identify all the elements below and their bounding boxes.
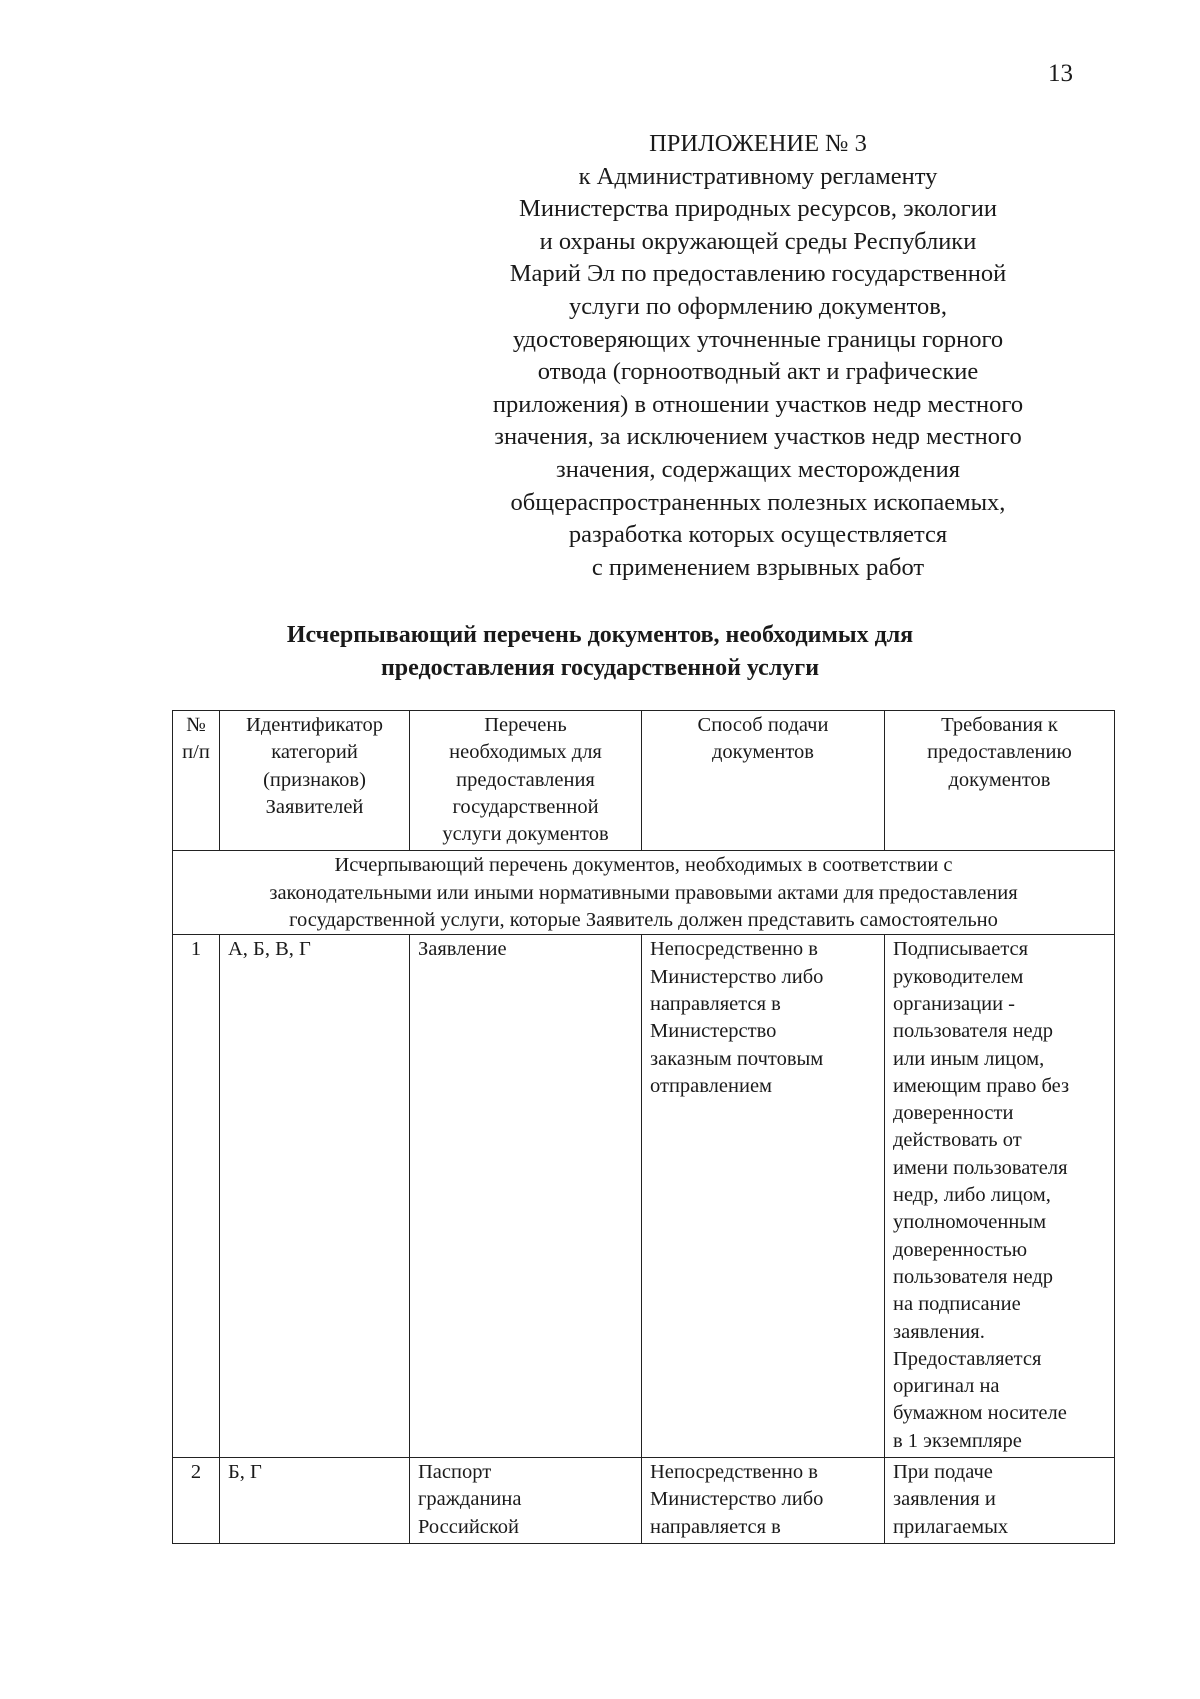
cell-line: №: [186, 714, 206, 736]
row-category-text: [228, 936, 401, 963]
appendix-heading: [468, 128, 1048, 584]
cell-line: пользователя недр: [893, 1020, 1054, 1043]
header-method-text: [650, 712, 876, 767]
appendix-line: удостоверяющих уточненные границы горного: [512, 325, 1004, 353]
cell-line: п/п: [182, 741, 210, 764]
table-header-row: [173, 711, 1115, 851]
cell-line: действовать от: [893, 1129, 1022, 1152]
row-method: [642, 935, 885, 1458]
appendix-line: отвода (горноотводный акт и графические: [537, 358, 979, 386]
cell-line: имени пользователя: [893, 1156, 1068, 1179]
row-document: [410, 1458, 642, 1544]
cell-line: оригинал на: [893, 1375, 1000, 1398]
cell-line: прилагаемых: [893, 1515, 1009, 1538]
row-method: [642, 1458, 885, 1544]
row-category: [220, 1458, 410, 1544]
row-document-text: [418, 1459, 633, 1541]
cell-line: Министерство: [650, 1020, 777, 1043]
cell-line: предоставлению: [927, 741, 1072, 764]
cell-line: в 1 экземпляре: [893, 1429, 1022, 1452]
appendix-line: и охраны окружающей среды Республики: [539, 227, 977, 255]
row-requirements-text: [893, 1459, 1106, 1541]
appendix-line: Марий Эл по предоставлению государственной: [509, 260, 1007, 288]
header-requirements: [885, 711, 1115, 851]
cell-line: Российской: [418, 1515, 520, 1538]
cell-line: Исчерпывающий перечень документов, необходимых в соответствии с: [334, 854, 953, 877]
section-heading-cell: [173, 851, 1115, 935]
cell-line: пользователя недр: [893, 1265, 1054, 1288]
cell-line: уполномоченным: [893, 1211, 1047, 1234]
cell-line: гражданина: [418, 1488, 522, 1511]
cell-line: Перечень: [484, 714, 567, 736]
row-number: 1: [173, 935, 220, 1458]
cell-line: Предоставляется: [893, 1347, 1042, 1370]
table-row: [173, 1458, 1115, 1544]
header-category: [220, 711, 410, 851]
row-requirements: [885, 935, 1115, 1458]
cell-line: Заявление: [418, 938, 507, 961]
cell-line: (признаков): [263, 768, 366, 791]
row-document: [410, 935, 642, 1458]
section-heading-text: [179, 852, 1108, 934]
cell-line: Способ подачи: [697, 714, 829, 736]
cell-line: Министерство либо: [650, 965, 824, 988]
documents-table: [172, 710, 1115, 1544]
row-method-text: [650, 1459, 876, 1541]
row-category: [220, 935, 410, 1458]
row-requirements-text: [893, 936, 1106, 1455]
header-number-text: [175, 712, 217, 767]
cell-line: Заявителей: [265, 795, 364, 818]
cell-line: Непосредственно в: [650, 1461, 818, 1484]
cell-line: категорий: [271, 741, 358, 764]
appendix-line: к Административному регламенту: [578, 162, 938, 190]
cell-line: направляется в: [650, 1515, 781, 1538]
header-number: [173, 711, 220, 851]
cell-line: услуги документов: [442, 823, 609, 846]
header-method: [642, 711, 885, 851]
cell-line: заявления и: [893, 1488, 996, 1511]
appendix-line: услуги по оформлению документов,: [569, 292, 947, 320]
row-number: 2: [173, 1458, 220, 1544]
cell-line: Требования к: [941, 714, 1058, 736]
appendix-line: приложения) в отношении участков недр местного: [492, 390, 1024, 418]
cell-line: доверенности: [893, 1102, 1014, 1125]
cell-line: государственной: [452, 795, 599, 818]
appendix-line: с применением взрывных работ: [591, 553, 925, 581]
appendix-line: значения, за исключением участков недр местного: [494, 423, 1022, 451]
document-title-line: Исчерпывающий перечень документов, необходимых для: [286, 622, 914, 648]
cell-line: При подаче: [893, 1461, 993, 1484]
cell-line: необходимых для: [449, 741, 602, 764]
cell-line: документов: [712, 741, 814, 764]
cell-line: отправлением: [650, 1074, 773, 1097]
cell-line: заказным почтовым: [650, 1047, 824, 1070]
row-category-text: [228, 1459, 401, 1486]
appendix-line: значения, содержащих месторождения: [556, 455, 960, 483]
cell-line: направляется в: [650, 992, 781, 1015]
document-title: [180, 619, 1020, 685]
header-documents: [410, 711, 642, 851]
cell-line: Б, Г: [228, 1461, 262, 1484]
section-heading-row: [173, 851, 1115, 935]
row-requirements: [885, 1458, 1115, 1544]
appendix-line: ПРИЛОЖЕНИЕ № 3: [649, 130, 867, 157]
cell-line: Паспорт: [418, 1461, 492, 1484]
appendix-line: общераспространенных полезных ископаемых,: [510, 488, 1006, 516]
header-requirements-text: [893, 712, 1106, 794]
cell-line: государственной услуги, которые Заявитель должен представить самостоятельно: [289, 909, 998, 932]
header-documents-text: [418, 712, 633, 848]
document-title-line: предоставления государственной услуги: [380, 655, 820, 681]
cell-line: заявления.: [893, 1320, 985, 1343]
header-category-text: [228, 712, 401, 821]
cell-line: предоставления: [456, 768, 595, 791]
appendix-line: разработка которых осуществляется: [568, 521, 948, 549]
appendix-line: Министерства природных ресурсов, экологии: [519, 195, 997, 223]
cell-line: документов: [948, 768, 1051, 791]
cell-line: на подписание: [893, 1293, 1021, 1316]
page-number: 13: [1048, 60, 1073, 87]
cell-line: Подписывается: [893, 938, 1029, 961]
cell-line: доверенностью: [893, 1238, 1028, 1261]
cell-line: или иным лицом,: [893, 1047, 1045, 1070]
cell-line: организации -: [893, 992, 1016, 1015]
row-method-text: [650, 936, 876, 1100]
table-row: [173, 935, 1115, 1458]
cell-line: законодательными или иными нормативными правовыми актами для предоставления: [269, 881, 1018, 904]
row-document-text: [418, 936, 633, 963]
cell-line: Непосредственно в: [650, 938, 818, 961]
cell-line: руководителем: [893, 965, 1024, 988]
cell-line: недр, либо лицом,: [893, 1184, 1051, 1207]
cell-line: А, Б, В, Г: [228, 938, 311, 961]
cell-line: Министерство либо: [650, 1488, 824, 1511]
cell-line: бумажном носителе: [893, 1402, 1067, 1425]
cell-line: Идентификатор: [246, 714, 383, 736]
cell-line: имеющим право без: [893, 1074, 1070, 1097]
